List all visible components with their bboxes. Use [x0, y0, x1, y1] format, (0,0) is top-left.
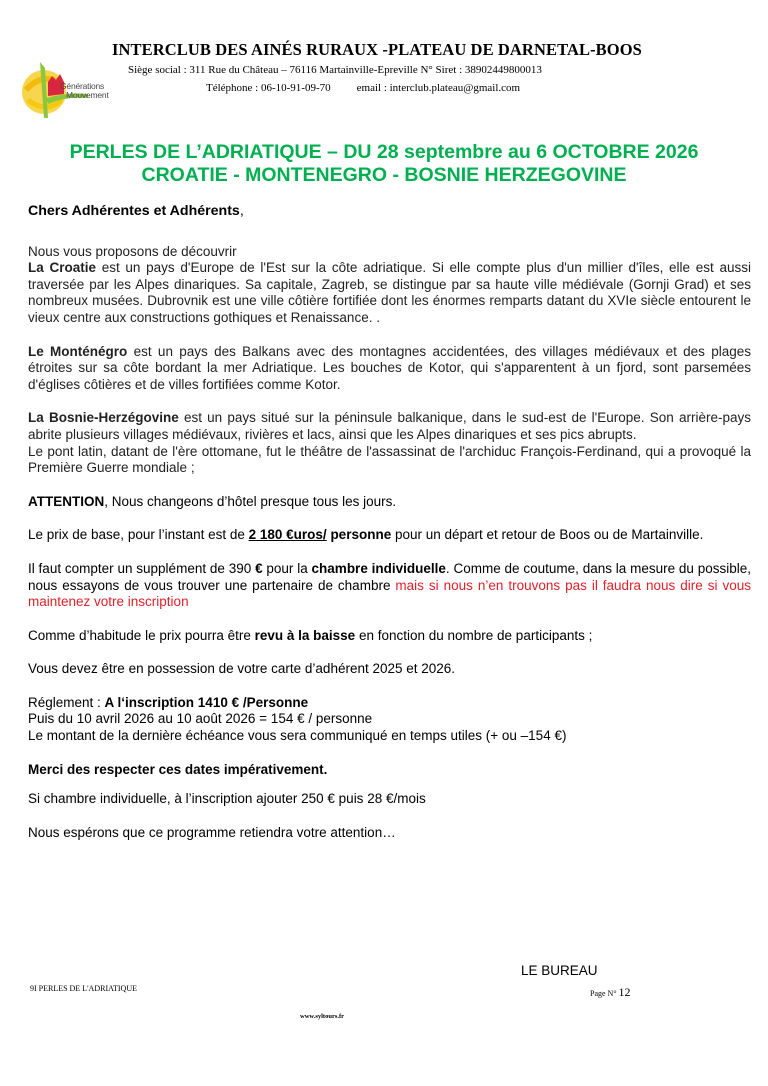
trip-title: PERLES DE L’ADRIATIQUE – DU 28 septembre au 6 OCTOBRE 2026: [69, 141, 699, 163]
montenegro-paragraph: Le Monténégro est un pays des Balkans avec des montagnes accidentées, des villages médiévaux et des plages étroites sur sa côte bordant la mer Adriatique. Les bouches de Kotor, qui s'apparentent à un fjord, sont parsemées d'églises côtières et de villes fortifiées comme Kotor.: [28, 343, 751, 392]
footer-doc-ref: 9I PERLES DE L'ADRIATIQUE: [30, 984, 137, 993]
bosnia-paragraph: La Bosnie-Herzégovine est un pays situé sur la péninsule balkanique, dans le sud-est de l'Europe. Son arrière-pays abrite plusieurs villages médiévaux, rivières et lacs, ainsi que les Alpes dinariques et ses pics abrupts.: [28, 410, 751, 442]
org-name: INTERCLUB DES AINÉS RURAUX -PLATEAU DE DARNETAL-BOOS: [112, 40, 642, 59]
closing-line: Nous espérons que ce programme retiendra votre attention…: [28, 824, 396, 840]
page-number: 12: [618, 985, 631, 999]
single-room-supplement: Il faut compter un supplément de 390 € pour la chambre individuelle. Comme de coutume, dans la mesure du possible, nous essayons de vous trouver une partenaire de chambre mais si nous n’en trouvons pas il faudra nous dire si vous maintenez votre inscription: [28, 560, 752, 610]
org-contact: [206, 82, 520, 94]
croatia-paragraph: La Croatie est un pays d'Europe de l'Est sur la côte adriatique. Si elle compte plus d'un millier d'îles, elle est aussi traversée par les Alpes dinariques. Sa capitale, Zagreb, se distingue par sa haute ville médiévale (Gornji Grad) et ses nombreux musées. Dubrovnik est une ville côtière fortifiée dont les énormes remparts datant du XVIe siècle entourent le vieux centre aux constructions gothiques et Renaissance. .: [28, 260, 751, 325]
letter-body: [28, 203, 751, 841]
org-phone: Téléphone : 06-10-91-09-70: [206, 82, 331, 94]
logo-line2: Mouvement: [66, 90, 109, 100]
org-address: Siège social : 311 Rue du Château – 76116 Martainville-Epreville N° Siret : 38902449800013: [128, 64, 542, 76]
payment-first: Réglement : A l‘inscription 1410 € /Personne: [28, 694, 309, 710]
latin-bridge-paragraph: Le pont latin, datant de l'ère ottomane, fut le théâtre de l'assassinat de l'archiduc François-Ferdinand, qui a provoqué la Première Guerre mondiale ;: [28, 443, 751, 476]
price-revision: Comme d’habitude le prix pourra être revu à la baisse en fonction du nombre de participants ;: [28, 627, 593, 643]
single-room-payment: Si chambre individuelle, à l’inscription ajouter 250 € puis 28 €/mois: [28, 791, 426, 807]
letterhead: [0, 0, 768, 125]
greeting: Chers Adhérentes et Adhérents,: [28, 203, 244, 219]
org-email[interactable]: email : interclub.plateau@gmail.com: [356, 82, 521, 94]
trip-countries: CROATIE - MONTENEGRO - BOSNIE HERZEGOVINE: [141, 164, 627, 186]
bosnia-name: La Bosnie-Herzégovine: [28, 410, 179, 426]
payment-last: Le montant de la dernière échéance vous sera communiqué en temps utiles (+ ou –154 €): [28, 728, 567, 744]
base-price: Le prix de base, pour l’instant est de 2 180 €uros/ personne pour un départ et retour de Boos ou de Martainville.: [28, 527, 704, 543]
price-amount: 2 180 €uros/: [248, 527, 327, 543]
signature: LE BUREAU: [521, 963, 598, 978]
intro: Nous vous proposons de découvrir: [28, 243, 237, 259]
payment-monthly: Puis du 10 avril 2026 au 10 août 2026 = 154 € / personne: [28, 711, 373, 727]
generations-mouvement-logo: [18, 60, 118, 118]
logo-line1: Générations: [60, 81, 105, 91]
attention-notice: ATTENTION, Nous changeons d’hôtel presque tous les jours.: [28, 493, 397, 509]
montenegro-name: Le Monténégro: [28, 343, 128, 359]
croatia-name: La Croatie: [28, 260, 96, 276]
membership-card-notice: Vous devez être en possession de votre carte d’adhérent 2025 et 2026.: [28, 661, 456, 677]
single-room-warning: mais si nous n’en trouvons pas il faudra nous dire si vous maintenez votre inscription: [28, 577, 751, 610]
footer-website[interactable]: www.syltours.fr: [300, 1013, 345, 1020]
footer-page: Page N° 12: [590, 985, 631, 999]
respect-dates: Merci des respecter ces dates impérativement.: [28, 761, 328, 777]
